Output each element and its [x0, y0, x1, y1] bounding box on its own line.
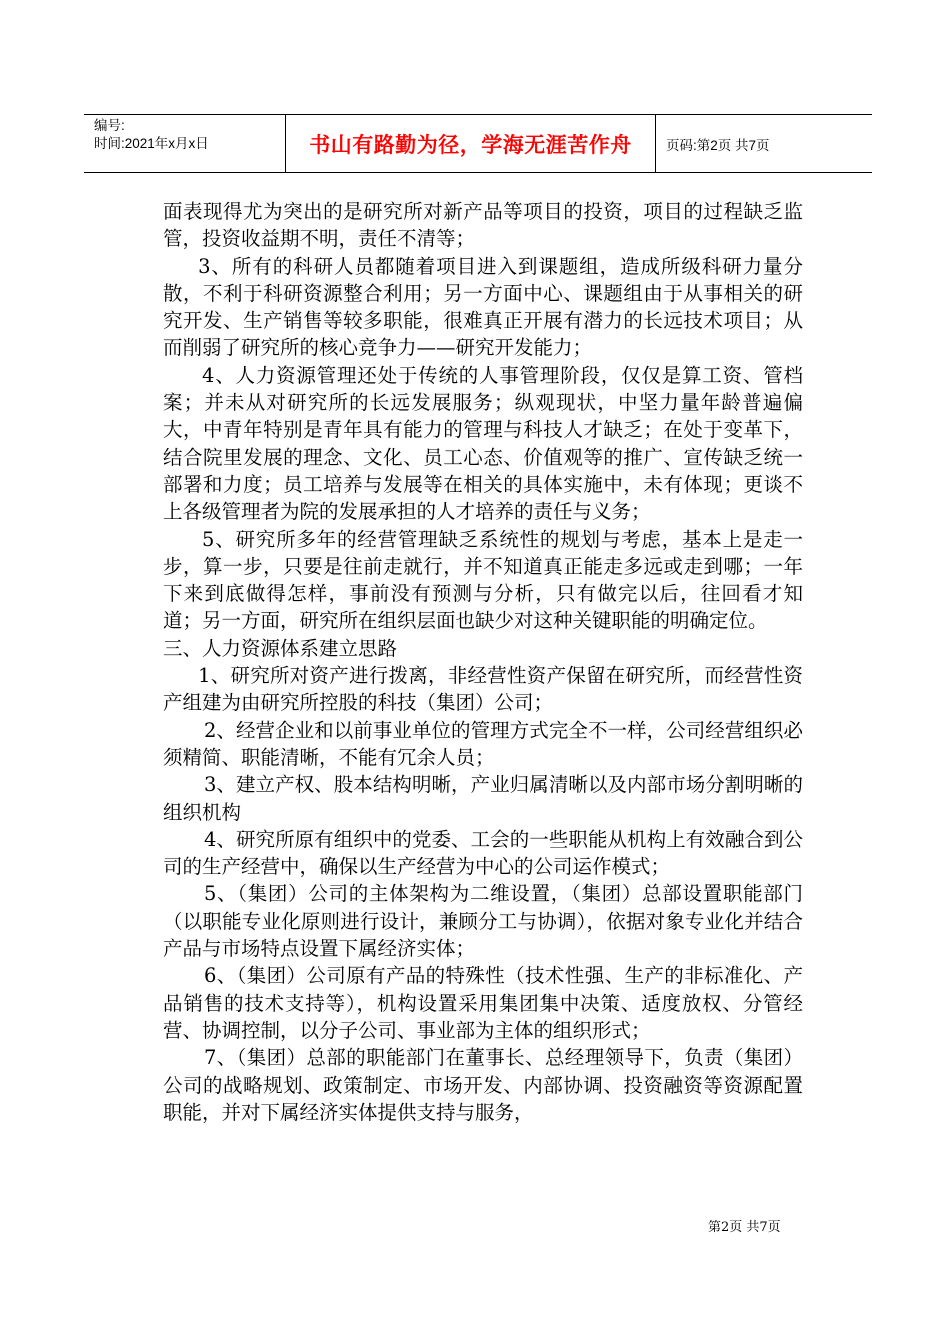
paragraph-idea-7: 7、（集团）总部的职能部门在董事长、总经理领导下，负责（集团）公司的战略规划、政策制定、市场开发、内部协调、投资融资等资源配置职能，并对下属经济实体提供支持与服务， — [163, 1046, 803, 1124]
document-header — [84, 114, 872, 173]
header-page-info: 页码:第2页 共7页 — [666, 137, 770, 153]
section-heading: 三、人力资源体系建立思路 — [163, 636, 398, 660]
header-page-cell — [656, 115, 872, 172]
footer-page-number: 第2页 共7页 — [708, 1220, 781, 1235]
paragraph-item-4: 4、人力资源管理还处于传统的人事管理阶段，仅仅是算工资、管档案；并未从对研究所的长远发展服务；纵观现状，中坚力量年龄普遍偏大，中青年特别是青年具有能力的管理与科技人才缺乏；在处于变革下，结合院里发展的理念、文化、员工心态、价值观等的推广、宣传缺乏统一部署和力度；员工培养与发展等在相关的具体实施中，未有体现；更谈不上各级管理者为院的发展承担的人才培养的责任与义务； — [163, 363, 803, 524]
document-body — [163, 198, 803, 1126]
paragraph-idea-5: 5、（集团）公司的主体架构为二维设置，（集团）总部设置职能部门（以职能专业化原则进行设计，兼顾分工与协调），依据对象专业化并结合产品与市场特点设置下属经济实体； — [163, 882, 803, 961]
header-motto-cell — [286, 115, 656, 172]
document-number-label: 编号: — [94, 118, 125, 133]
paragraph-idea-1: 1、研究所对资产进行拨离，非经营性资产保留在研究所，而经营性资产组建为由研究所控股的科技（集团）公司； — [163, 664, 803, 715]
paragraph-idea-3: 3、建立产权、股本结构明晰，产业归属清晰以及内部市场分割明晰的组织机构 — [163, 773, 803, 824]
paragraph-continuation: 面表现得尤为突出的是研究所对新产品等项目的投资，项目的过程缺乏监管，投资收益期不明，责任不清等； — [163, 200, 803, 251]
paragraph-idea-4: 4、研究所原有组织中的党委、工会的一些职能从机构上有效融合到公司的生产经营中，确保以生产经营为中心的公司运作模式； — [163, 827, 803, 879]
document-time-label: 时间:2021年x月x日 — [94, 136, 209, 151]
paragraph-item-5: 5、研究所多年的经营管理缺乏系统性的规划与考虑，基本上是走一步，算一步，只要是往前走就行，并不知道真正能走多远或走到哪；一年下来到底做得怎样，事前没有预测与分析，只有做完以后，往回看才知道；另一方面，研究所在组织层面也缺少对这种关键职能的明确定位。 — [163, 527, 803, 633]
header-meta-cell — [84, 115, 286, 172]
paragraph-idea-2: 2、经营企业和以前事业单位的管理方式完全不一样，公司经营组织必须精简、职能清晰，不能有冗余人员； — [163, 718, 803, 769]
paragraph-item-3: 3、所有的科研人员都随着项目进入到课题组，造成所级科研力量分散，不利于科研资源整合利用；另一方面中心、课题组由于从事相关的研究开发、生产销售等较多职能，很难真正开展有潜力的长远技术项目；从而削弱了研究所的核心竞争力——研究开发能力； — [163, 254, 803, 360]
header-motto: 书山有路勤为径，学海无涯苦作舟 — [309, 133, 632, 157]
paragraph-idea-6: 6、（集团）公司原有产品的特殊性（技术性强、生产的非标准化、产品销售的技术支持等），机构设置采用集团集中决策、适度放权、分管经营、协调控制，以分子公司、事业部为主体的组织形式； — [163, 964, 803, 1042]
